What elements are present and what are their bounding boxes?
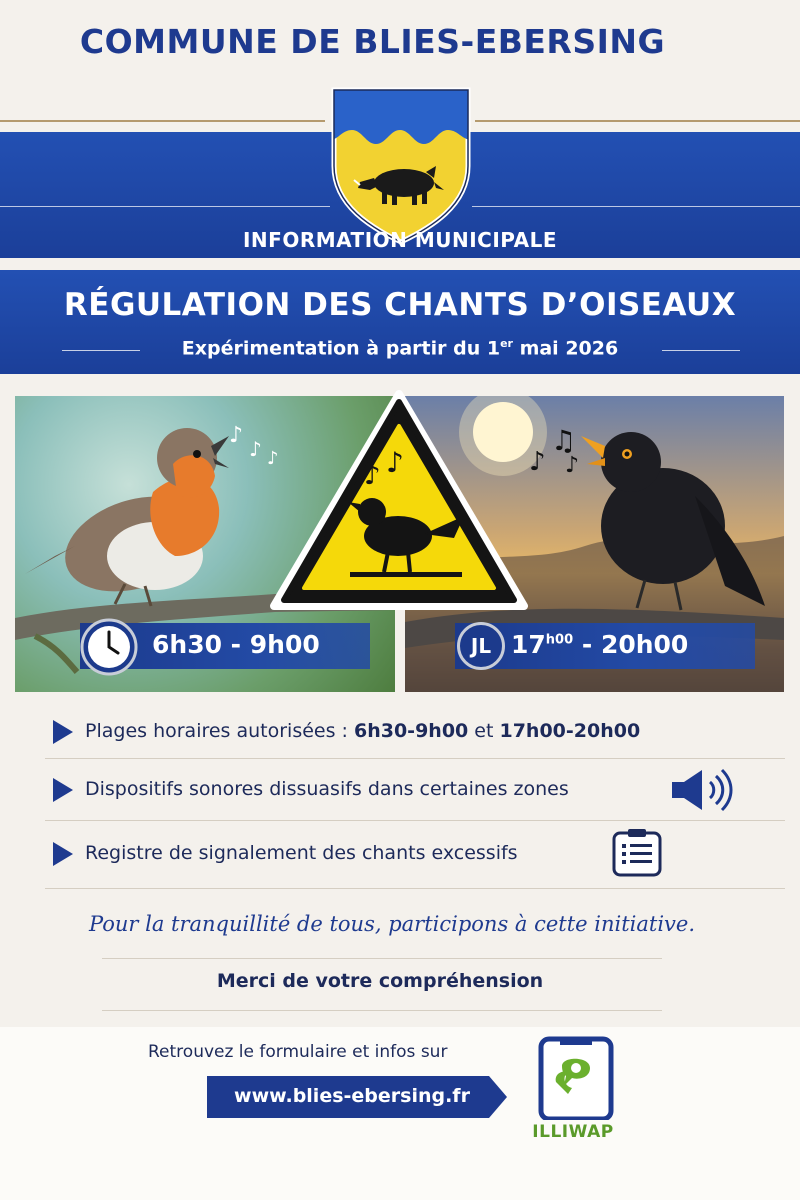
speaker-icon [670, 768, 736, 812]
thanks-text: Merci de votre compréhension [216, 970, 544, 992]
closing-divider [102, 1010, 662, 1011]
bullet-arrow-icon [53, 842, 73, 866]
calendar-icon: JL [457, 622, 505, 670]
bullet-hours-morning: 6h30-9h00 [354, 720, 469, 742]
bullet-arrow-icon [53, 778, 73, 802]
header-divider-right [475, 120, 800, 122]
svg-text:♪: ♪ [229, 423, 244, 448]
clipboard-icon [611, 828, 663, 878]
illiwap-label: ILLIWAP [532, 1122, 614, 1142]
bullet-divider [45, 758, 785, 759]
svg-text:♪: ♪ [267, 448, 279, 469]
subtitle-text: Expérimentation à partir du 1 [181, 337, 501, 360]
bullet-divider [45, 820, 785, 821]
closing-divider [102, 958, 662, 959]
subtitle-date: mai 2026 [512, 337, 619, 360]
bullet-hours-text [85, 720, 640, 742]
warning-bird-icon [268, 388, 530, 613]
svg-text:♪: ♪ [565, 453, 580, 478]
svg-text:♪: ♪ [529, 447, 546, 477]
clock-icon [80, 618, 138, 676]
bullet-hours [45, 706, 785, 756]
info-band-line-left [0, 206, 330, 207]
header-divider-left [0, 120, 325, 122]
info-band-line-right [472, 206, 800, 207]
commune-title: COMMUNE DE BLIES-EBERSING [79, 22, 666, 61]
regulation-subtitle [0, 337, 800, 359]
evening-start: 17 [511, 630, 546, 659]
info-municipale-label: INFORMATION MUNICIPALE [242, 228, 557, 252]
bullet-register-text: Registre de signalement des chants excessifs [85, 842, 518, 864]
illiwap-phone-icon[interactable] [538, 1036, 614, 1120]
bullet-hours-label: Plages horaires autorisées : [85, 720, 354, 742]
website-url: www.blies-ebersing.fr [234, 1085, 470, 1107]
morning-time: 6h30 - 9h00 [152, 630, 320, 659]
svg-text:♪: ♪ [249, 437, 262, 461]
bullet-divider [45, 888, 785, 889]
evening-end: - 20h00 [573, 630, 689, 659]
bullet-hours-and: et [468, 720, 500, 742]
svg-text:♪: ♪ [386, 446, 404, 479]
tagline: Pour la tranquillité de tous, participons à cette initiative. [88, 912, 696, 936]
bullet-arrow-icon [53, 720, 73, 744]
evening-time [511, 630, 688, 659]
find-info-text: Retrouvez le formulaire et infos sur [148, 1042, 448, 1062]
bullet-devices-text: Dispositifs sonores dissuasifs dans certaines zones [85, 778, 569, 800]
website-link[interactable] [207, 1076, 507, 1118]
bullet-register [45, 828, 785, 878]
crest-boar-icon [330, 86, 472, 246]
subtitle-sup: er [500, 337, 513, 350]
svg-text:♫: ♫ [551, 424, 577, 457]
regulation-title: RÉGULATION DES CHANTS D’OISEAUX [63, 287, 737, 323]
svg-text:♪: ♪ [364, 461, 381, 491]
bullet-hours-evening: 17h00-20h00 [499, 720, 641, 742]
evening-start-sup: h00 [545, 632, 574, 648]
